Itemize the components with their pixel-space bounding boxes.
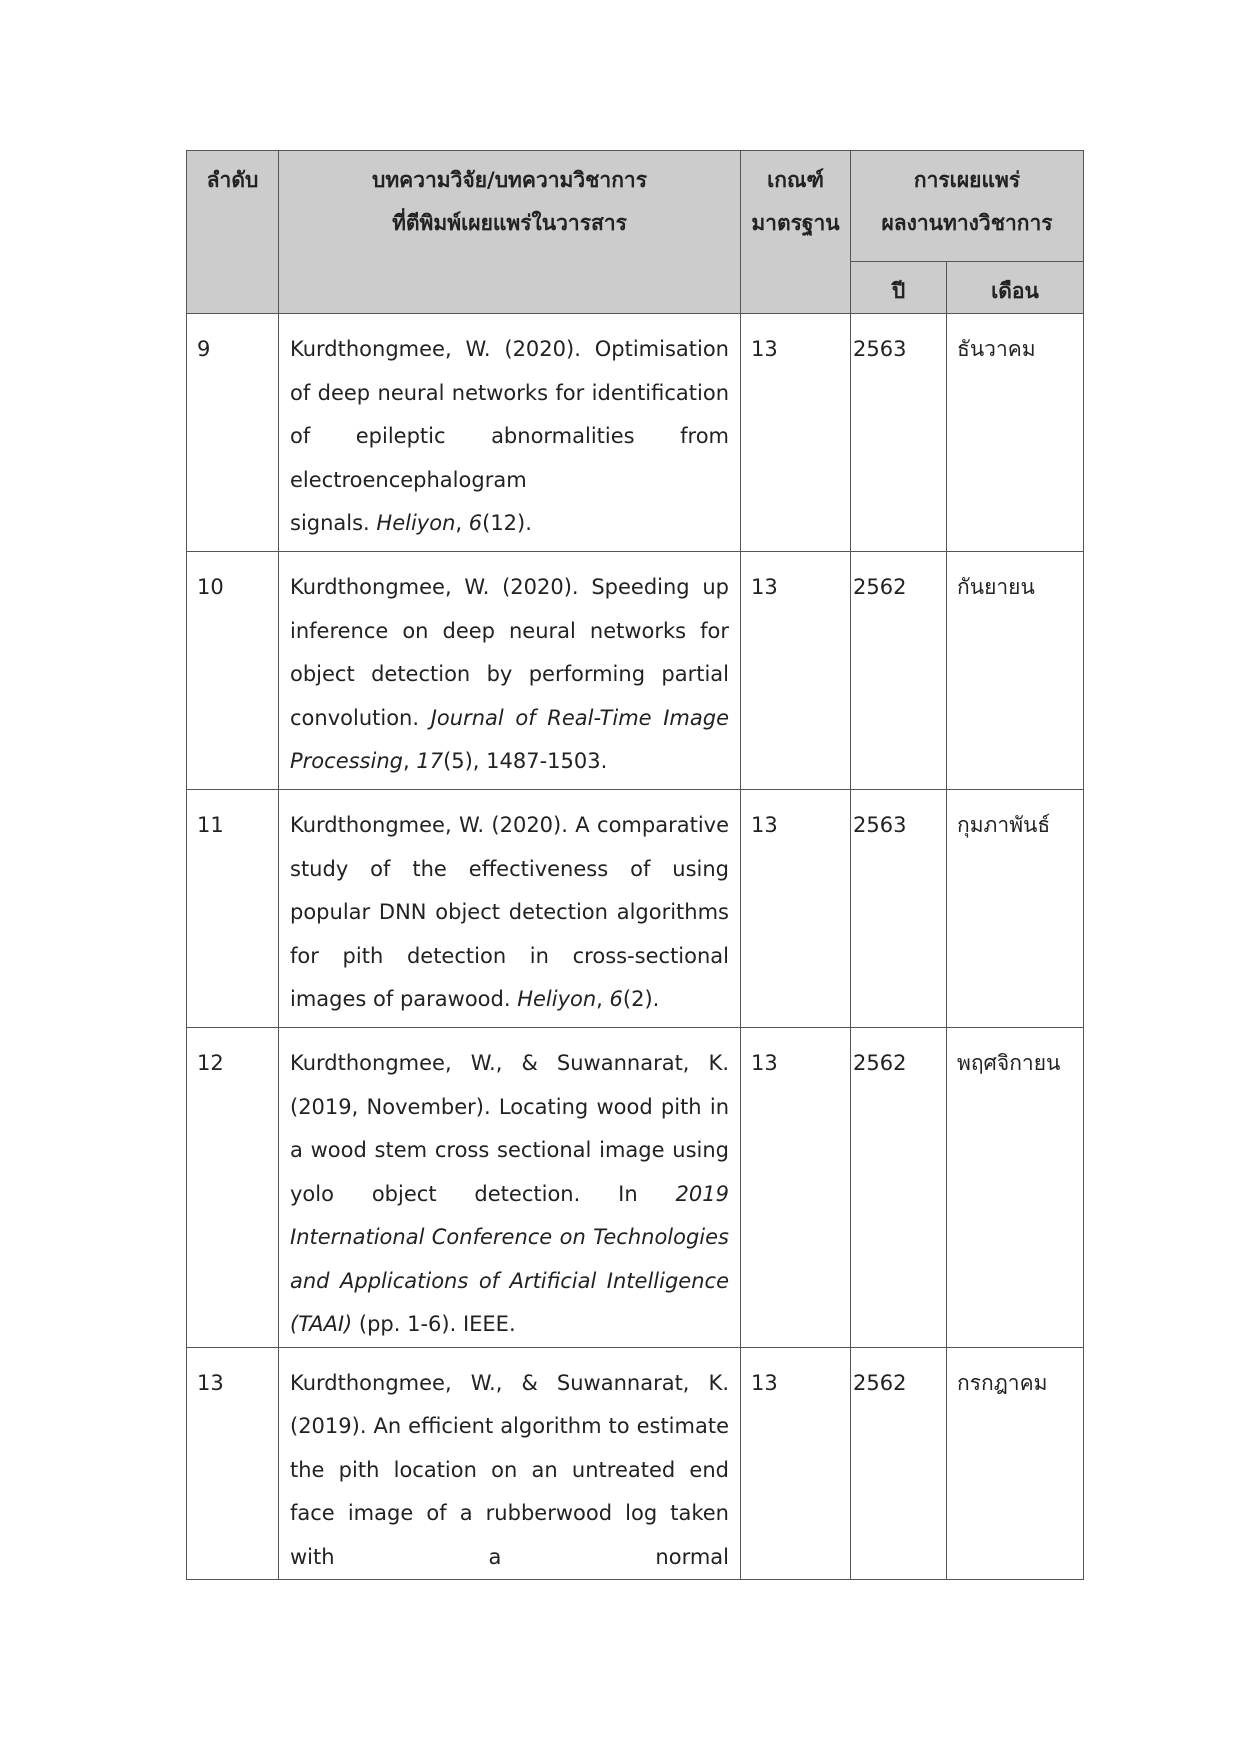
reference-text: (pp. 1-6). IEEE. <box>352 1312 516 1336</box>
journal-name: Heliyon <box>517 987 597 1011</box>
month-value: พฤศจิกายน <box>947 1028 1084 1348</box>
reference-text: (2). <box>622 987 660 1011</box>
header-order-label: ลำดับ <box>206 168 259 192</box>
reference-text: Kurdthongmee, W. (2020). Speeding up inference on deep neural networks for object detection by performing partial convolution. <box>290 575 729 730</box>
header-publish <box>851 151 1084 262</box>
table-row <box>187 552 1084 790</box>
journal-name: Heliyon <box>376 511 456 535</box>
header-month <box>947 262 1084 314</box>
header-year-label: ปี <box>891 279 906 303</box>
year-value: 2562 <box>851 1028 947 1348</box>
journal-name: Journal of Real-Time Image Processing <box>290 705 730 773</box>
reference-tail <box>290 502 729 546</box>
criteria-value: 13 <box>741 552 851 790</box>
header-publish-line2: ผลงานทางวิชาการ <box>881 211 1053 235</box>
header-order <box>187 151 279 314</box>
year-value: 2562 <box>851 552 947 790</box>
reference-cell <box>279 1347 741 1580</box>
header-criteria-line2: มาตรฐาน <box>751 211 840 235</box>
volume-number: 6 <box>468 511 483 535</box>
table-row <box>187 314 1084 552</box>
volume-number: 17 <box>416 749 444 773</box>
reference-text: signals. <box>290 511 377 535</box>
table-row <box>187 790 1084 1028</box>
criteria-value: 13 <box>741 314 851 552</box>
row-number: 12 <box>187 1028 279 1348</box>
reference-text: (5), 1487-1503. <box>443 749 608 773</box>
year-value: 2563 <box>851 314 947 552</box>
reference-text: , <box>596 987 610 1011</box>
header-article <box>279 151 741 314</box>
header-criteria-line1: เกณฑ์ <box>767 168 824 192</box>
criteria-value: 13 <box>741 790 851 1028</box>
reference-text: Kurdthongmee, W., & Suwannarat, K. (2019). An efficient algorithm to estimate the pith location on an untreated end face image of a rubberwood log taken with a normal <box>290 1370 729 1569</box>
month-value: กรกฎาคม <box>947 1347 1084 1580</box>
header-criteria <box>741 151 851 314</box>
month-value: ธันวาคม <box>947 314 1084 552</box>
month-value: กุมภาพันธ์ <box>947 790 1084 1028</box>
row-number: 9 <box>187 314 279 552</box>
header-article-line2: ที่ตีพิมพ์เผยแพร่ในวารสาร <box>392 211 627 235</box>
reference-cell <box>279 790 741 1028</box>
header-month-label: เดือน <box>991 279 1039 303</box>
row-number: 11 <box>187 790 279 1028</box>
conference-name: 2019 International Conference on Technologies and Applications of Artificial Intelligence (TAAI) <box>290 1181 729 1336</box>
reference-text: , <box>402 749 417 773</box>
reference-cell <box>279 552 741 790</box>
reference-text: (12). <box>482 511 532 535</box>
header-year <box>851 262 947 314</box>
table-row <box>187 1028 1084 1348</box>
reference-cell <box>279 1028 741 1348</box>
volume-number: 6 <box>609 987 623 1011</box>
row-number: 13 <box>187 1347 279 1580</box>
reference-text: Kurdthongmee, W. (2020). A comparative study of the effectiveness of using popular DNN object detection algorithms for pith detection in cross-sectional images of parawood. <box>290 813 729 1011</box>
month-value: กันยายน <box>947 552 1084 790</box>
year-value: 2562 <box>851 1347 947 1580</box>
table-row <box>187 1347 1084 1580</box>
criteria-value: 13 <box>741 1347 851 1580</box>
publications-table <box>186 150 1084 1580</box>
header-article-line1: บทความวิจัย/บทความวิชาการ <box>372 168 647 192</box>
reference-cell <box>279 314 741 552</box>
reference-text: Kurdthongmee, W. (2020). Optimisation of deep neural networks for identification of epileptic abnormalities from electroencephalogram <box>290 337 729 492</box>
header-row-top <box>187 151 1084 262</box>
reference-text: , <box>455 511 469 535</box>
row-number: 10 <box>187 552 279 790</box>
year-value: 2563 <box>851 790 947 1028</box>
header-publish-line1: การเผยแพร่ <box>913 168 1021 192</box>
reference-text: Kurdthongmee, W., & Suwannarat, K. (2019, November). Locating wood pith in a wood stem cross sectional image using yolo object detection. In <box>290 1051 729 1206</box>
criteria-value: 13 <box>741 1028 851 1348</box>
